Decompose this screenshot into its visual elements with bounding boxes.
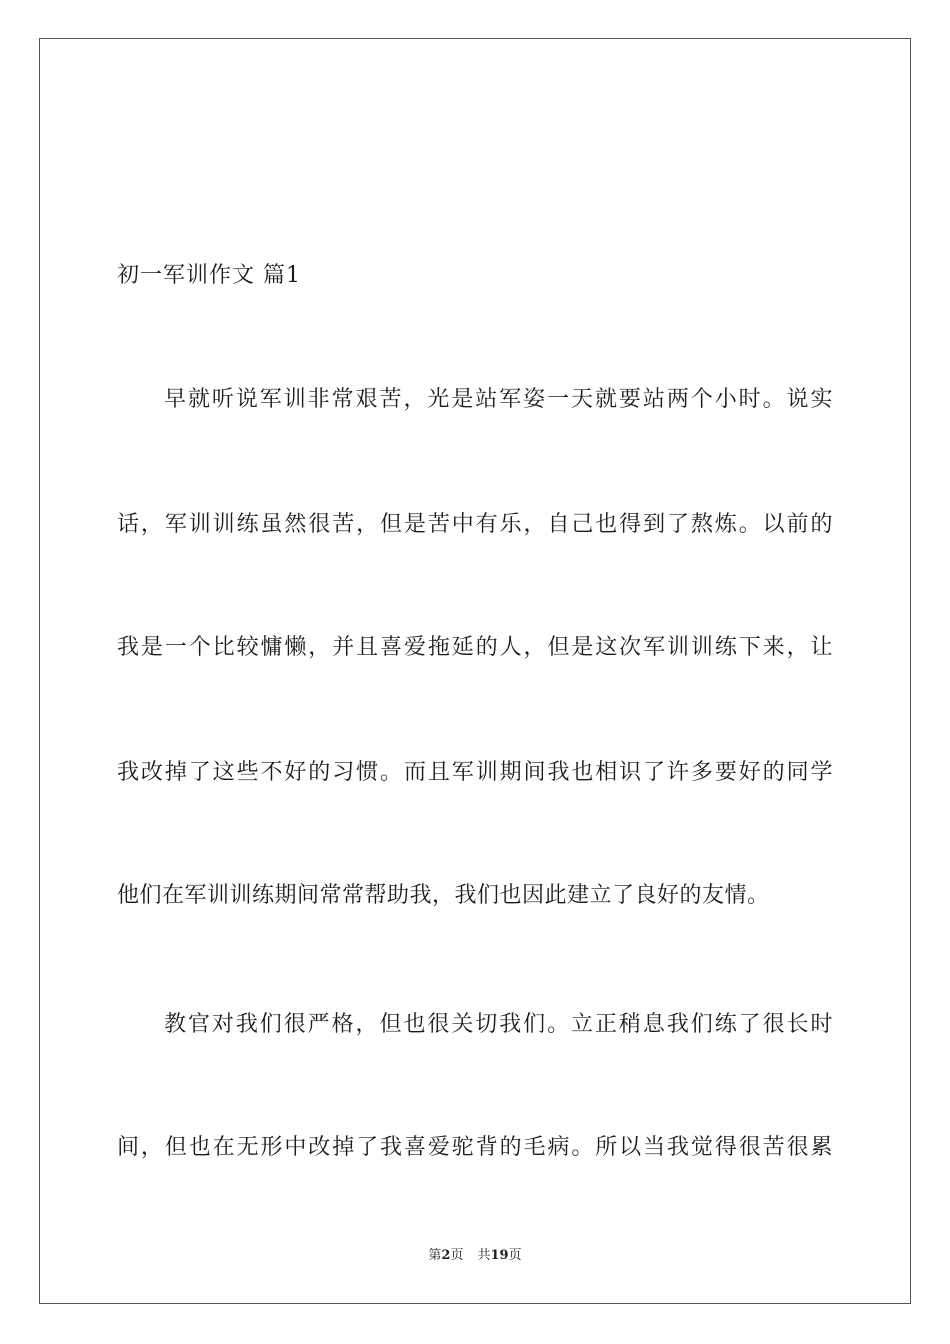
footer-page-suffix: 页 bbox=[450, 1248, 464, 1263]
paragraph-1-line-1: 早就听说军训非常艰苦，光是站军姿一天就要站两个小时。说实 bbox=[164, 387, 833, 412]
paragraph-1-line-4: 我改掉了这些不好的习惯。而且军训期间我也相识了许多要好的同学 bbox=[117, 760, 833, 785]
footer-page-total: 19 bbox=[490, 1248, 509, 1263]
paragraph-1-line-2: 话，军训训练虽然很苦，但是苦中有乐，自己也得到了熬炼。以前的 bbox=[117, 512, 833, 537]
footer-page-prefix: 第 bbox=[428, 1248, 442, 1263]
page-footer bbox=[0, 1247, 950, 1265]
footer-page-current: 2 bbox=[441, 1248, 451, 1263]
paragraph-2-line-1: 教官对我们很严格，但也很关切我们。立正稍息我们练了很长时 bbox=[164, 1012, 833, 1037]
paragraph-1-line-3: 我是一个比较慵懒，并且喜爱拖延的人，但是这次军训训练下来，让 bbox=[117, 635, 833, 660]
footer-total-prefix: 共 bbox=[477, 1248, 491, 1263]
footer-total-suffix: 页 bbox=[508, 1248, 522, 1263]
paragraph-1-line-5: 他们在军训训练期间常常帮助我，我们也因此建立了良好的友情。 bbox=[117, 883, 770, 908]
page-border bbox=[39, 38, 911, 1304]
essay-title: 初一军训作文 篇1 bbox=[117, 263, 301, 288]
paragraph-2-line-2: 间，但也在无形中改掉了我喜爱驼背的毛病。所以当我觉得很苦很累 bbox=[117, 1135, 833, 1160]
